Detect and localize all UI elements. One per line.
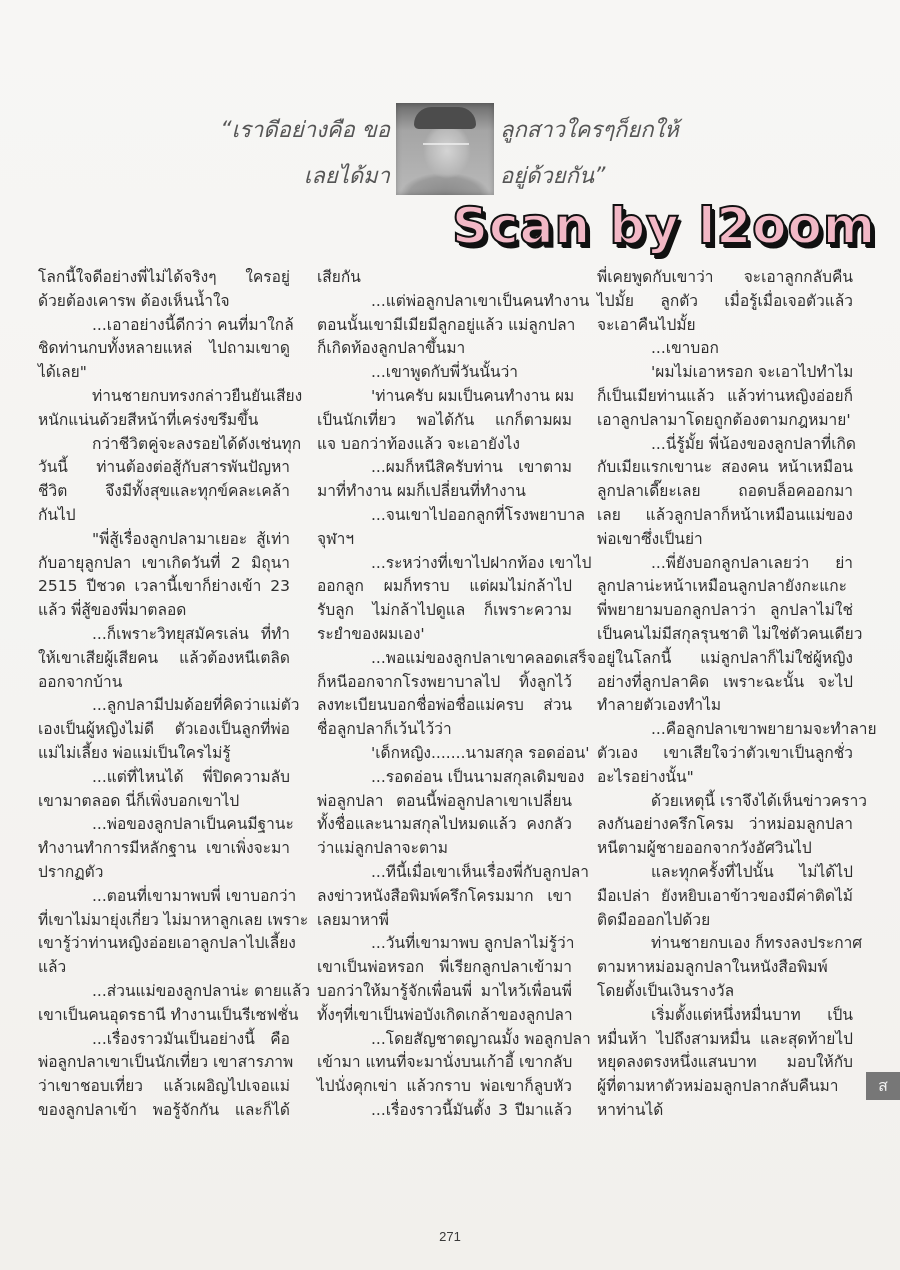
text-line: ลงกันอย่างครึกโครม ว่าหม่อมลูกปลา (597, 815, 853, 834)
text-line: ...แต่ที่ไหนได้ พี่ปิดความลับ (92, 767, 290, 786)
text-line: และทุกครั้งที่ไปนั้น ไม่ได้ไป (651, 862, 853, 881)
text-line: ...วันที่เขามาพบ ลูกปลาไม่รู้ว่า (371, 934, 575, 953)
text-line: ...โดยสัญชาตญาณมั้ง พอลูกปลา (371, 1029, 591, 1048)
text-line: จะเอาคืนไปมั้ย (597, 315, 696, 334)
text-line: แล้ว (38, 958, 67, 977)
text-line: ...เขาบอก (651, 339, 719, 358)
text-line: 2515 ปีชวด เวลานี้เขาก็ย่างเข้า 23 (38, 577, 290, 596)
text-line: "พี่สู้เรื่องลูกปลามาเยอะ สู้เท่า (92, 529, 290, 548)
pull-quote-right (500, 108, 820, 200)
text-line: เขาเป็นพ่อหรอก พี่เรียกลูกปลาเข้ามา (317, 958, 572, 977)
text-line: 'ผมไม่เอาหรอก จะเอาไปทำไม (651, 363, 854, 382)
text-line: อย่างที่ลูกปลาคิด เพราะฉะนั้น จะไป (597, 672, 853, 691)
text-line: ทำงานทำการมีหลักฐาน เขาเพิ่งจะมา (38, 839, 290, 858)
text-line: แล้ว พี่สู้ของพี่มาตลอด (38, 601, 187, 620)
text-line: รับลูก ไม่กล้าไปดูแล ก็เพราะความ (317, 601, 572, 620)
text-line: โลกนี้ใจดีอย่างพี่ไม่ได้จริงๆ ใครอยู่ (38, 268, 290, 286)
text-line: ...พอแม่ของลูกปลาเขาคลอดเสร็จ (371, 648, 596, 667)
text-line: ได้เลย" (38, 363, 87, 382)
text-line: อะไรอย่างนั้น" (597, 767, 694, 786)
text-line: ชิดท่านกบทั้งหลายแหล่ ไปถามเขาดู (38, 339, 290, 358)
text-line: อยู่ในโลกนี้ แม่ลูกปลาก็ไม่ใช่ผู้หญิง (597, 648, 853, 667)
portrait-photo (396, 103, 494, 195)
text-line: ตามหาหม่อมลูกปลาในหนังสือพิมพ์ (597, 958, 828, 977)
section-tab: ส (866, 1072, 900, 1100)
text-line: แจ บอกว่าท้องแล้ว จะเอายังไง (317, 434, 520, 453)
scan-watermark: Scan by l2oom (452, 197, 876, 255)
text-line: ...พี่ยังบอกลูกปลาเลยว่า ย่า (651, 553, 853, 572)
text-line: ให้เขาเสียผู้เสียคน แล้วต้องหนีเตลิด (38, 648, 290, 667)
text-line: ...ก็เพราะวิทยุสมัครเล่น ที่ทำ (92, 624, 290, 643)
text-line: 'ท่านครับ ผมเป็นคนทำงาน ผม (371, 386, 575, 405)
pull-quote-line: “เราดีอย่างคือ ขอ (220, 118, 390, 143)
text-line: ...เอาอย่างนี้ดีกว่า คนที่มาใกล้ (92, 315, 294, 334)
text-line: ทำลายตัวเองทำไม (597, 696, 722, 715)
text-line: ที่เขาไม่มายุ่งเกี่ยว ไม่มาหาลูกเลย เพราะ (38, 910, 309, 929)
text-line: เลยมาหาพี่ (317, 910, 389, 929)
text-line: ท่านชายกบเอง ก็ทรงลงประกาศ (651, 934, 863, 953)
text-line: กับอายุลูกปลา เขาเกิดวันที่ 2 มิถุนา (38, 553, 290, 572)
text-line: ...จนเขาไปออกลูกที่โรงพยาบาล (371, 505, 586, 524)
text-line: ปรากฏตัว (38, 862, 104, 881)
text-line: ออกจากบ้าน (38, 672, 123, 691)
text-line: ...เรื่องราวนี้มันตั้ง 3 ปีมาแล้ว (371, 1100, 572, 1119)
text-line: หมื่นห้า ไปถึงสามหมื่น และสุดท้ายไป (597, 1029, 853, 1048)
text-line: แม่ไม่เลี้ยง พ่อแม่เป็นใครไม่รู้ (38, 743, 231, 762)
text-line: ว่าเขาชอบเที่ยว แล้วเผอิญไปเจอแม่ (38, 1077, 290, 1096)
portrait-glasses (423, 143, 469, 153)
text-line: เป็นนักเที่ยว พอได้กัน แกก็ตามผม (317, 410, 572, 429)
text-line: ...ตอนที่เขามาพบพี่ เขาบอกว่า (92, 886, 297, 905)
text-line: ผู้ที่ตามหาตัวหม่อมลูกปลากลับคืนมา (597, 1077, 839, 1096)
text-line: เข้ามา แทนที่จะมานั่งบนเก้าอี้ เขากลับ (317, 1053, 573, 1072)
text-line: จุฬาฯ (317, 529, 355, 548)
text-line: ...แต่พ่อลูกปลาเขาเป็นคนทำงาน (371, 291, 590, 310)
text-line: 'เด็กหญิง.......นามสกุล รอดอ่อน' (371, 743, 590, 762)
text-line: ชีวิต จึงมีทั้งสุขและทุกข์คละเคล้า (38, 482, 290, 501)
page-number: 271 (439, 1229, 461, 1244)
text-line: เป็นคนไม่มีสกุลรุนชาติ ไม่ใช่ตัวคนเดียว (597, 624, 863, 643)
text-line: ...ส่วนแม่ของลูกปลาน่ะ ตายแล้ว (92, 981, 311, 1000)
portrait-hair (414, 107, 476, 129)
text-line: ก็หนีออกจากโรงพยาบาลไป ทิ้งลูกไว้ (317, 672, 572, 691)
text-line: ลงข่าวหนังสือพิมพ์ครึกโครมมาก เขา (317, 886, 572, 905)
text-line: ...พ่อของลูกปลาเป็นคนมีฐานะ (92, 815, 294, 834)
text-line: ...รอดอ่อน เป็นนามสกุลเดิมของ (371, 767, 585, 786)
text-line: ก็เกิดท้องลูกปลาขึ้นมา (317, 339, 466, 358)
text-line: วันนี้ ท่านต้องต่อสู้กับสารพันปัญหา (38, 458, 290, 477)
text-line: ตัวเอง เขาเสียใจว่าตัวเขาเป็นลูกชั่ว (597, 743, 853, 762)
text-line: ไปมั้ย ลูกตัว เมื่อรู้เมื่อเจอตัวแล้ว (597, 291, 853, 310)
text-line: ...คือลูกปลาเขาพยายามจะทำลาย (651, 720, 877, 739)
text-line: กว่าชีวิตคู่จะลงรอยได้ดังเช่นทุก (92, 434, 302, 453)
text-line: ระยำของผมเอง' (317, 624, 425, 643)
text-line: ด้วยต้องเคารพ ต้องเห็นน้ำใจ (38, 291, 230, 310)
text-line: พี่พยายามบอกลูกปลาว่า ลูกปลาไม่ใช่ (597, 601, 853, 620)
text-line: ท่านชายกบทรงกล่าวยืนยันเสียง (92, 386, 303, 405)
text-line: โดยตั้งเป็นเงินรางวัล (597, 981, 735, 1000)
text-line: ...ทีนี้เมื่อเขาเห็นเรื่องพี่กับลูกปลา (371, 862, 589, 881)
text-line: ไปนั่งคุกเข่า แล้วกราบ พ่อเขาก็ลูบหัว (317, 1077, 572, 1096)
text-line: กับเมียแรกเขานะ สองคน หน้าเหมือน (597, 458, 853, 477)
text-line: ว่าแม่ลูกปลาจะตาม (317, 839, 448, 858)
text-line: มาที่ทำงาน ผมก็เปลี่ยนที่ทำงาน (317, 482, 526, 501)
text-line: ของลูกปลาเข้า พอรู้จักกัน และก็ได้ (38, 1100, 290, 1119)
text-line: พ่อเขาซึ่งเป็นย่า (597, 529, 703, 548)
text-line: เลย แล้วลูกปลาก็หน้าเหมือนแม่ของ (597, 505, 853, 524)
text-line: ออกลูก ผมก็ทราบ แต่ผมไม่กล้าไป (317, 577, 572, 596)
text-line: เอาลูกปลามาโดยถูกต้องตามกฎหมาย' (597, 410, 851, 429)
pull-quote-line: ลูกสาวใครๆก็ยกให้ (500, 118, 679, 143)
text-line: ทั้งชื่อและนามสกุลไปหมดแล้ว คงกลัว (317, 815, 572, 834)
text-line: หยุดลงตรงหนึ่งแสนบาท มอบให้กับ (597, 1053, 853, 1072)
text-line: พี่เคยพูดกับเขาว่า จะเอาลูกกลับคืน (597, 268, 853, 286)
text-line: กันไป (38, 505, 76, 524)
text-column-3 (597, 266, 877, 1123)
text-line: เขามาตลอด นี่ก็เพิ่งบอกเขาไป (38, 791, 240, 810)
text-line: บอกว่าให้มารู้จักเพื่อนพี่ มาไหว้เพื่อนพี่ (317, 981, 572, 1000)
text-line: ลงทะเบียนบอกชื่อพ่อชื่อแม่ครบ ส่วน (317, 696, 572, 715)
text-line: หาท่านได้ (597, 1100, 664, 1119)
text-line: ชื่อลูกปลาก็เว้นไว้ว่า (317, 720, 452, 739)
text-line: ติดมือออกไปด้วย (597, 910, 711, 929)
text-line: ...ผมก็หนีสิครับท่าน เขาตาม (371, 458, 572, 477)
text-line: ลูกปลาเดี๊ยะเลย ถอดบล็อคออกมา (597, 482, 853, 501)
pull-quote-line: อยู่ด้วยกัน” (500, 164, 606, 189)
text-column-2 (317, 266, 596, 1123)
text-line: เสียกัน (317, 268, 361, 286)
text-line: พ่อลูกปลา ตอนนี้พ่อลูกปลาเขาเปลี่ยน (317, 791, 572, 810)
text-line: ตอนนั้นเขามีเมียมีลูกอยู่แล้ว แม่ลูกปลา (317, 315, 576, 334)
pull-quote-left (170, 108, 390, 200)
pull-quote-line: เลยได้มา (303, 164, 390, 189)
text-line: เองเป็นผู้หญิงไม่ดี ตัวเองเป็นลูกที่พ่อ (38, 720, 290, 739)
text-line: ก็เป็นเมียท่านแล้ว แล้วท่านหญิงอ่อยก็ (597, 386, 853, 405)
text-line: เขารู้ว่าท่านหญิงอ่อยเอาลูกปลาไปเลี้ยง (38, 934, 296, 953)
text-line: หนักแน่นด้วยสีหน้าที่เคร่งขรึมขึ้น (38, 410, 259, 429)
text-line: ...ลูกปลามีปมด้อยที่คิดว่าแม่ตัว (92, 696, 300, 715)
text-line: ...นี่รู้มั้ย พี่น้องของลูกปลาที่เกิด (651, 434, 856, 453)
text-line: ...เรื่องราวมันเป็นอย่างนี้ คือ (92, 1029, 290, 1048)
text-line: เขาเป็นคนอุดรธานี ทำงานเป็นรีเซฟชั่น (38, 1005, 299, 1024)
text-line: ทั้งๆที่เขาเป็นพ่อบังเกิดเกล้าของลูกปลา (317, 1005, 573, 1024)
text-line: ลูกปลาน่ะหน้าเหมือนลูกปลายังกะแกะ (597, 577, 847, 596)
text-line: หนีตามผู้ชายออกจากวังอัศวินไป (597, 839, 812, 858)
text-line: ...ระหว่างที่เขาไปฝากท้อง เขาไป (371, 553, 592, 572)
text-line: พ่อลูกปลาเขาเป็นนักเที่ยว เขาสารภาพ (38, 1053, 294, 1072)
text-line: ...เขาพูดกับพี่วันนั้นว่า (371, 363, 519, 382)
text-column-1 (38, 266, 311, 1123)
text-line: เริ่มตั้งแต่หนึ่งหมื่นบาท เป็น (651, 1005, 853, 1024)
text-line: ด้วยเหตุนี้ เราจึงได้เห็นข่าวคราว (651, 791, 868, 810)
text-line: มือเปล่า ยังหยิบเอาข้าวของมีค่าติดไม้ (597, 886, 853, 905)
